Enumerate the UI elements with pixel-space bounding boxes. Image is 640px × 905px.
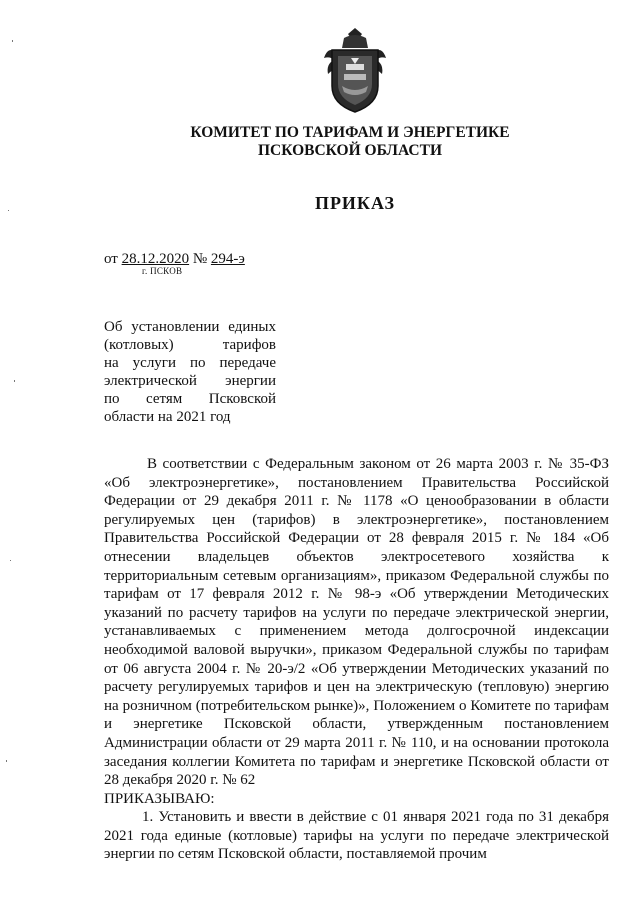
document-type-title: ПРИКАЗ — [314, 193, 396, 213]
document-number: 294-э — [210, 251, 245, 267]
subject-line: Об установлении единых — [104, 319, 276, 335]
document-body — [104, 455, 609, 864]
document-date: 28.12.2020 — [121, 251, 190, 267]
document-city: г. ПСКОВ — [142, 266, 183, 276]
order-item-1: 1. Установить и ввести в действие с 01 января 2021 года по 31 декабря 2021 года единые (котловые) тарифы на услуги по передаче электрической энергии по сетям Псковской области, поставляемой прочим — [104, 809, 609, 863]
scan-speck — [8, 210, 9, 211]
organization-line-2: ПСКОВСКОЙ ОБЛАСТИ — [257, 142, 442, 159]
scan-speck — [12, 40, 13, 42]
subject-line: на услуги по передаче — [104, 355, 276, 371]
number-sign: № — [192, 251, 208, 267]
subject-line: электрической энергии — [104, 373, 276, 389]
organization-line-1: КОМИТЕТ ПО ТАРИФАМ И ЭНЕРГЕТИКЕ — [190, 124, 510, 141]
organization-name — [180, 124, 520, 160]
coat-of-arms-emblem — [322, 28, 388, 114]
date-prefix: от — [104, 251, 118, 267]
subject-line: по сетям Псковской — [104, 391, 276, 407]
subject-line: области на 2021 год — [104, 409, 231, 425]
scan-speck — [10, 560, 11, 561]
preamble-paragraph: В соответствии с Федеральным законом от 26 марта 2003 г. № 35-ФЗ «Об электроэнергетике», постановлением Правительства Российской Федерации от 29 декабря 2011 г. № 1178 «О ценообразовании в области регулируемых цен (тарифов) в электроэнергетике», постановлением Правительства Российской Федерации от 28 февраля 2015 г. № 184 «Об отнесении владельцев объектов электросетевого хозяйства к территориальным сетевым организациям», приказом Федеральной службы по тарифам от 17 февраля 2012 г. № 98-э «Об утверждении Методических указаний по расчету тарифов на услуги по передаче электрической энергии, устанавливаемых с применением метода долгосрочной индексации необходимой валовой выручки», приказом Федеральной службы по тарифам от 06 августа 2004 г. № 20-э/2 «Об утверждении Методических указаний по расчету регулируемых тарифов и цен на электрическую (тепловую) энергию на розничном (потребительском рынке)», Положением о Комитете по тарифам и энергетике Псковской области, утвержденным постановлением Администрации области от 29 марта 2011 г. № 110, и на основании протокола заседания коллегии Комитета по тарифам и энергетике Псковской области от 28 декабря 2020 г. № 62 — [104, 456, 609, 789]
scan-speck — [14, 380, 15, 382]
order-word: ПРИКАЗЫВАЮ: — [104, 790, 215, 807]
document-subject — [104, 318, 276, 426]
subject-line: (котловых) тарифов — [104, 337, 276, 353]
scan-speck — [6, 760, 7, 762]
